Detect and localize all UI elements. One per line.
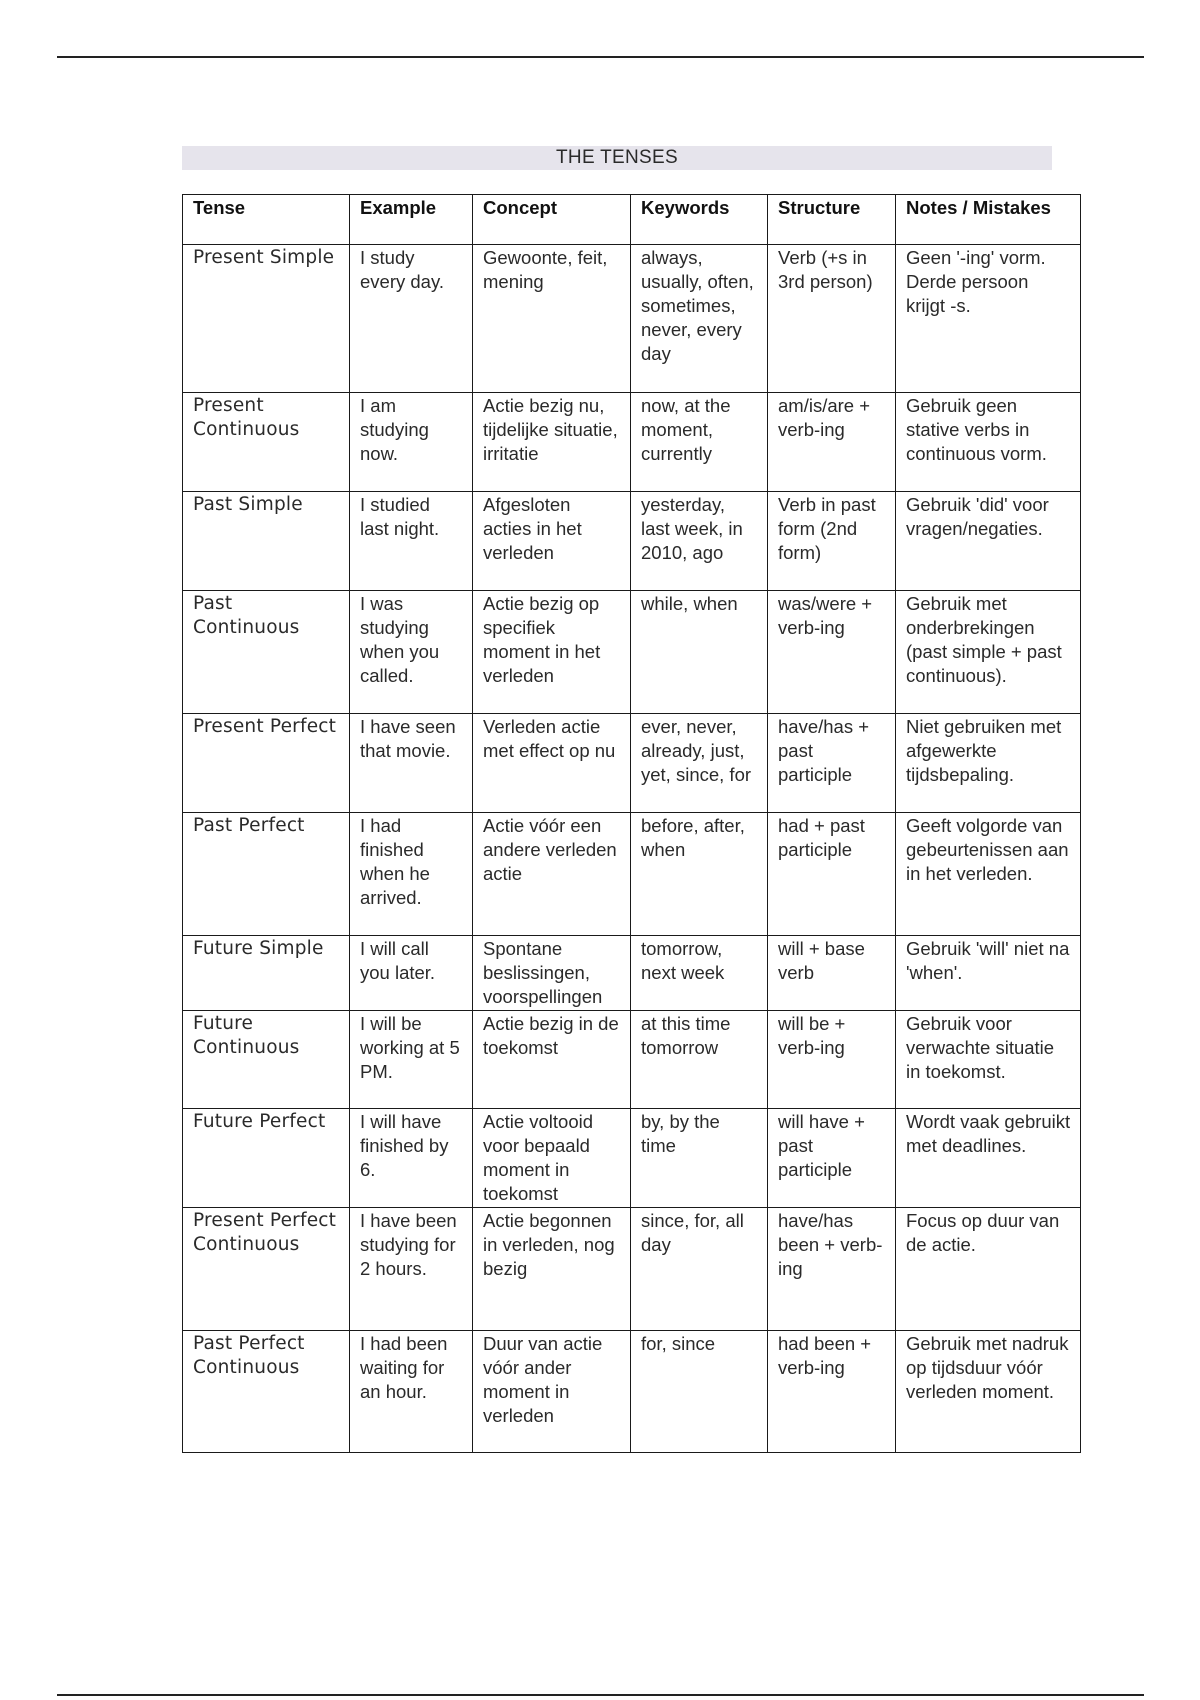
- cell-structure: will have + past participle: [768, 1109, 896, 1208]
- cell-notes: Gebruik 'did' voor vragen/negaties.: [896, 492, 1081, 591]
- cell-notes: Wordt vaak gebruikt met deadlines.: [896, 1109, 1081, 1208]
- cell-keywords: by, by the time: [631, 1109, 768, 1208]
- cell-keywords: now, at the moment, currently: [631, 393, 768, 492]
- header-notes: Notes / Mistakes: [896, 195, 1081, 245]
- table-row: [183, 1011, 1081, 1109]
- cell-concept: Actie begonnen in verleden, nog bezig: [473, 1208, 631, 1331]
- cell-structure: have/has + past participle: [768, 714, 896, 813]
- header-structure: Structure: [768, 195, 896, 245]
- cell-keywords: always, usually, often, sometimes, never, every day: [631, 245, 768, 393]
- cell-tense: Future Simple: [183, 936, 350, 1011]
- cell-notes: Gebruik met onderbrekingen (past simple + past continuous).: [896, 591, 1081, 714]
- cell-concept: Actie bezig op specifiek moment in het verleden: [473, 591, 631, 714]
- cell-keywords: ever, never, already, just, yet, since, for: [631, 714, 768, 813]
- cell-notes: Geeft volgorde van gebeurtenissen aan in het verleden.: [896, 813, 1081, 936]
- cell-tense: Present Continuous: [183, 393, 350, 492]
- cell-notes: Focus op duur van de actie.: [896, 1208, 1081, 1331]
- cell-concept: Verleden actie met effect op nu: [473, 714, 631, 813]
- cell-concept: Spontane beslissingen, voorspellingen: [473, 936, 631, 1011]
- table-row: [183, 591, 1081, 714]
- cell-structure: was/were + verb-ing: [768, 591, 896, 714]
- table-row: [183, 1208, 1081, 1331]
- document-title: THE TENSES: [182, 146, 1052, 170]
- header-rule: [57, 56, 1144, 58]
- cell-concept: Afgesloten acties in het verleden: [473, 492, 631, 591]
- table-row: [183, 1109, 1081, 1208]
- cell-tense: Past Perfect: [183, 813, 350, 936]
- cell-tense: Future Continuous: [183, 1011, 350, 1109]
- cell-structure: have/has been + verb-ing: [768, 1208, 896, 1331]
- cell-structure: am/is/are + verb-ing: [768, 393, 896, 492]
- cell-example: I will be working at 5 PM.: [350, 1011, 473, 1109]
- cell-example: I studied last night.: [350, 492, 473, 591]
- cell-tense: Past Perfect Continuous: [183, 1331, 350, 1453]
- cell-concept: Actie voltooid voor bepaald moment in toekomst: [473, 1109, 631, 1208]
- cell-keywords: before, after, when: [631, 813, 768, 936]
- table-row: [183, 714, 1081, 813]
- cell-example: I have been studying for 2 hours.: [350, 1208, 473, 1331]
- cell-structure: will + base verb: [768, 936, 896, 1011]
- tenses-table: [182, 194, 1081, 1453]
- cell-concept: Duur van actie vóór ander moment in verleden: [473, 1331, 631, 1453]
- cell-notes: Niet gebruiken met afgewerkte tijdsbepaling.: [896, 714, 1081, 813]
- cell-example: I am studying now.: [350, 393, 473, 492]
- table-row: [183, 813, 1081, 936]
- cell-keywords: while, when: [631, 591, 768, 714]
- cell-structure: Verb (+s in 3rd person): [768, 245, 896, 393]
- cell-example: I will call you later.: [350, 936, 473, 1011]
- cell-concept: Actie vóór een andere verleden actie: [473, 813, 631, 936]
- cell-keywords: yesterday, last week, in 2010, ago: [631, 492, 768, 591]
- cell-notes: Gebruik met nadruk op tijdsduur vóór verleden moment.: [896, 1331, 1081, 1453]
- cell-tense: Present Perfect Continuous: [183, 1208, 350, 1331]
- cell-tense: Past Simple: [183, 492, 350, 591]
- header-keywords: Keywords: [631, 195, 768, 245]
- cell-structure: Verb in past form (2nd form): [768, 492, 896, 591]
- cell-example: I had finished when he arrived.: [350, 813, 473, 936]
- header-example: Example: [350, 195, 473, 245]
- cell-structure: had been + verb-ing: [768, 1331, 896, 1453]
- header-tense: Tense: [183, 195, 350, 245]
- cell-keywords: since, for, all day: [631, 1208, 768, 1331]
- footer-rule: [57, 1694, 1144, 1696]
- cell-tense: Present Simple: [183, 245, 350, 393]
- cell-tense: Past Continuous: [183, 591, 350, 714]
- cell-example: I study every day.: [350, 245, 473, 393]
- cell-keywords: for, since: [631, 1331, 768, 1453]
- table-header-row: [183, 195, 1081, 245]
- cell-structure: will be + verb-ing: [768, 1011, 896, 1109]
- cell-tense: Future Perfect: [183, 1109, 350, 1208]
- cell-concept: Actie bezig nu, tijdelijke situatie, irritatie: [473, 393, 631, 492]
- cell-example: I have seen that movie.: [350, 714, 473, 813]
- cell-keywords: at this time tomorrow: [631, 1011, 768, 1109]
- header-concept: Concept: [473, 195, 631, 245]
- table-row: [183, 393, 1081, 492]
- table-row: [183, 936, 1081, 1011]
- cell-concept: Gewoonte, feit, mening: [473, 245, 631, 393]
- cell-notes: Gebruik geen stative verbs in continuous vorm.: [896, 393, 1081, 492]
- cell-example: I will have finished by 6.: [350, 1109, 473, 1208]
- cell-example: I had been waiting for an hour.: [350, 1331, 473, 1453]
- table-row: [183, 1331, 1081, 1453]
- cell-structure: had + past participle: [768, 813, 896, 936]
- cell-concept: Actie bezig in de toekomst: [473, 1011, 631, 1109]
- cell-notes: Gebruik 'will' niet na 'when'.: [896, 936, 1081, 1011]
- cell-example: I was studying when you called.: [350, 591, 473, 714]
- cell-notes: Gebruik voor verwachte situatie in toekomst.: [896, 1011, 1081, 1109]
- cell-keywords: tomorrow, next week: [631, 936, 768, 1011]
- cell-tense: Present Perfect: [183, 714, 350, 813]
- table-row: [183, 492, 1081, 591]
- cell-notes: Geen '-ing' vorm. Derde persoon krijgt -s.: [896, 245, 1081, 393]
- table-row: [183, 245, 1081, 393]
